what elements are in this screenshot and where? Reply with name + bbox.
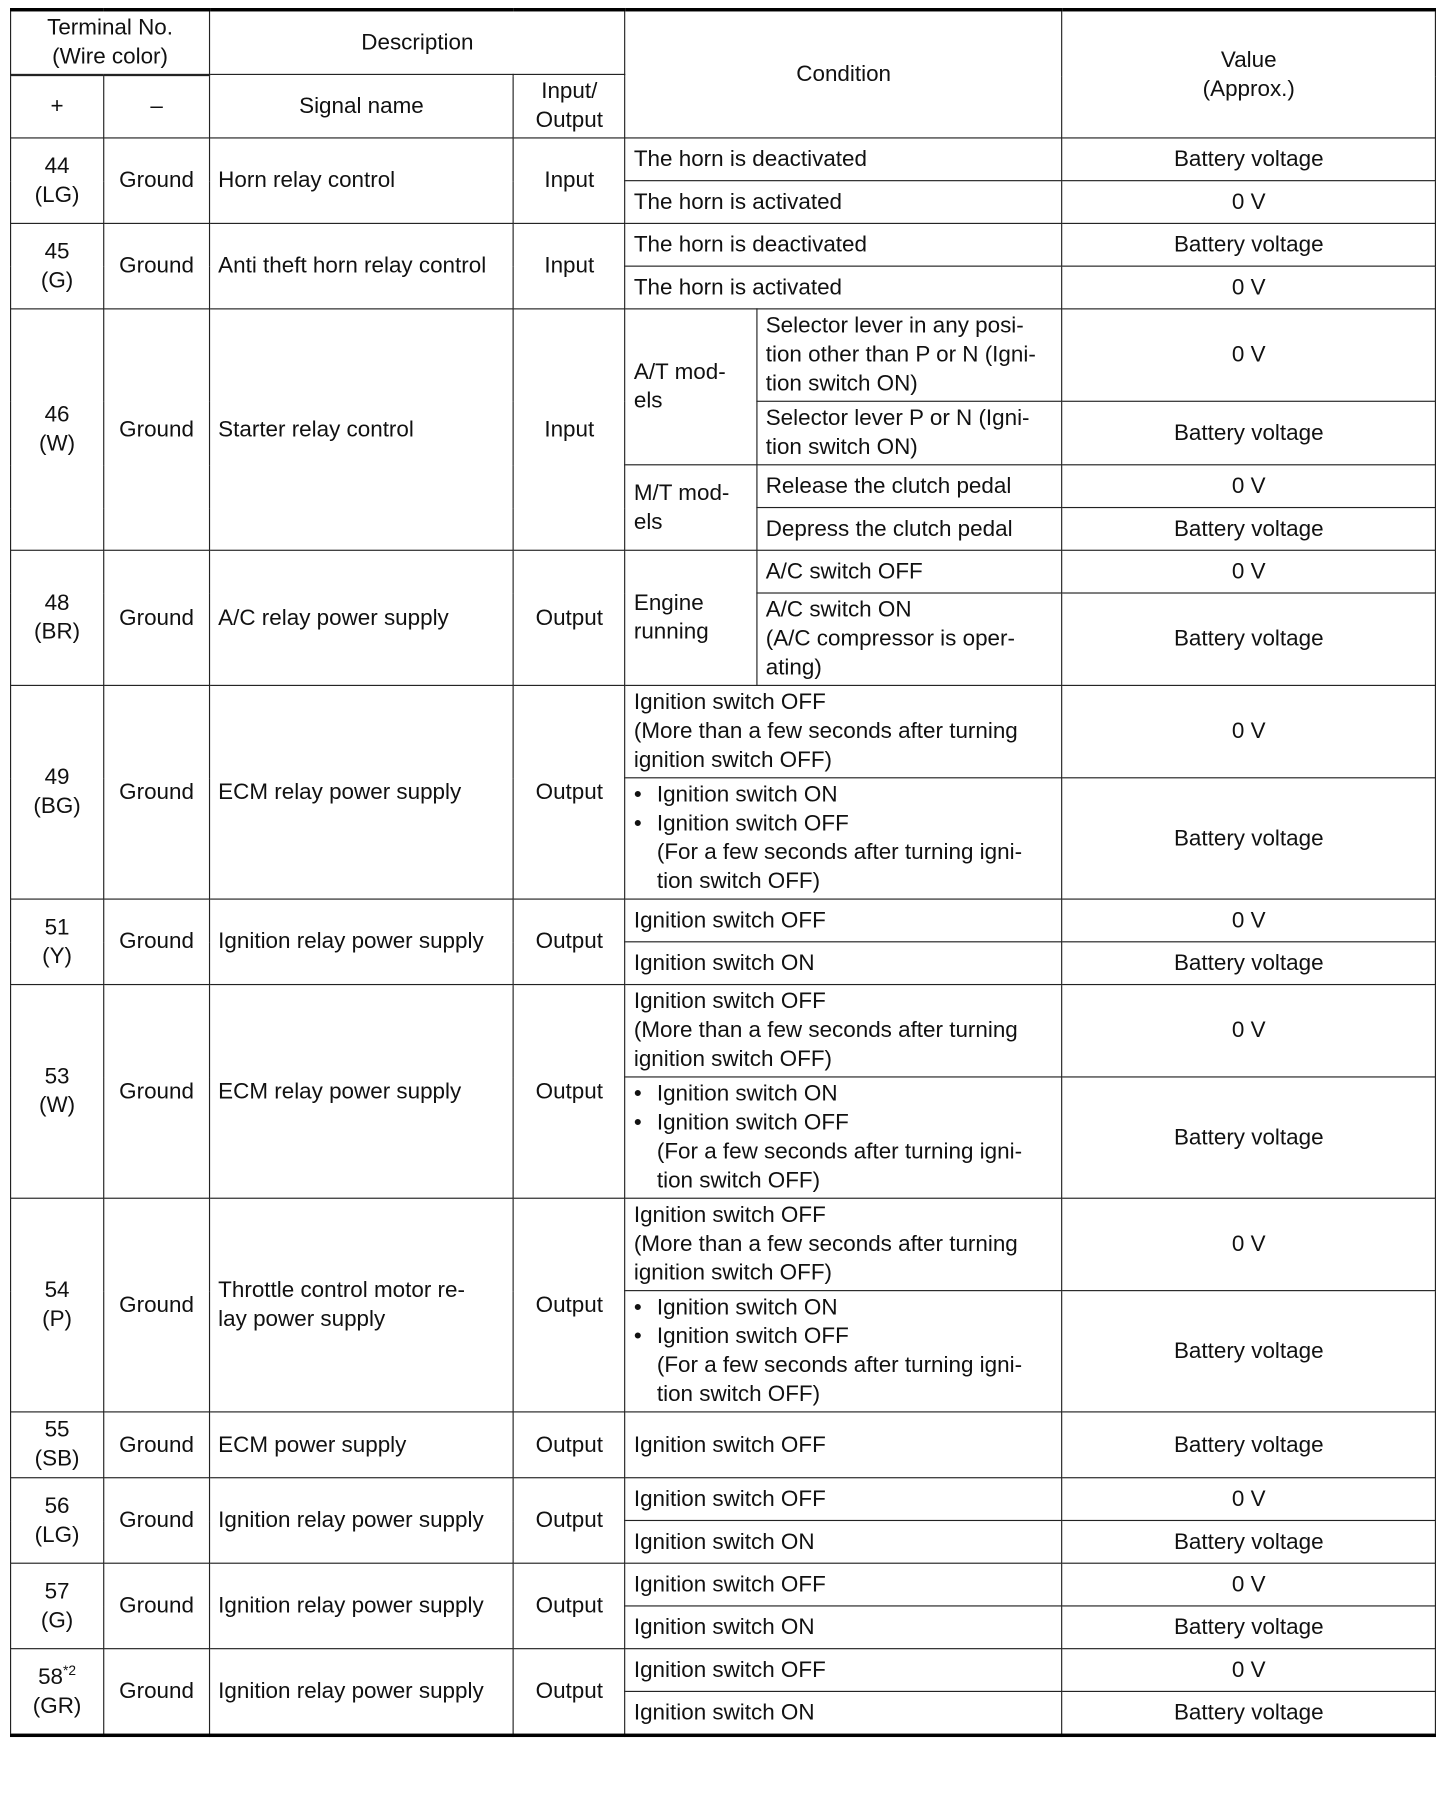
io-cell: Output bbox=[513, 985, 625, 1199]
terminal-number: 54 (P) bbox=[11, 1198, 104, 1412]
condition-cell: Selector lever P or N (Igni- tion switch ON) bbox=[757, 401, 1062, 465]
value-cell: Battery voltage bbox=[1062, 1520, 1435, 1563]
table-row bbox=[11, 138, 1436, 181]
ground-cell: Ground bbox=[104, 1649, 210, 1736]
table-row bbox=[11, 1412, 1436, 1478]
condition-cell: Depress the clutch pedal bbox=[757, 508, 1062, 551]
value-cell: 0 V bbox=[1062, 465, 1435, 508]
condition-cell: Ignition switch OFF (More than a few seconds after turning ignition switch OFF) bbox=[625, 1198, 1062, 1290]
document-page bbox=[10, 8, 1438, 1725]
terminal-number: 56 (LG) bbox=[11, 1478, 104, 1563]
condition-cell: The horn is activated bbox=[625, 266, 1062, 309]
table-row bbox=[11, 1649, 1436, 1692]
io-cell: Output bbox=[513, 1412, 625, 1478]
terminal-number: 46 (W) bbox=[11, 309, 104, 550]
terminal-number: 58$^{*2}$ (GR) bbox=[11, 1649, 104, 1736]
ground-cell: Ground bbox=[104, 1412, 210, 1478]
terminal-number: 53 (W) bbox=[11, 985, 104, 1199]
condition-cell: A/C switch ON (A/C compressor is oper- ating) bbox=[757, 593, 1062, 685]
value-cell: 0 V bbox=[1062, 1478, 1435, 1521]
at-models-cell: A/T mod- els bbox=[625, 309, 757, 465]
signal-name: Ignition relay power supply bbox=[210, 1649, 514, 1736]
ground-cell: Ground bbox=[104, 685, 210, 899]
terminal-number: 44 (LG) bbox=[11, 138, 104, 223]
table-row bbox=[11, 550, 1436, 593]
ground-cell: Ground bbox=[104, 1478, 210, 1563]
ground-cell: Ground bbox=[104, 899, 210, 984]
value-cell: Battery voltage bbox=[1062, 401, 1435, 465]
condition-cell: The horn is deactivated bbox=[625, 223, 1062, 266]
value-cell: Battery voltage bbox=[1062, 1606, 1435, 1649]
terminal-number: 51 (Y) bbox=[11, 899, 104, 984]
signal-name: A/C relay power supply bbox=[210, 550, 514, 685]
io-cell: Input bbox=[513, 223, 625, 308]
table-row bbox=[11, 685, 1436, 777]
signal-name: Ignition relay power supply bbox=[210, 1478, 514, 1563]
io-cell: Input bbox=[513, 309, 625, 550]
value-cell: Battery voltage bbox=[1062, 1691, 1435, 1735]
io-cell: Output bbox=[513, 685, 625, 899]
engine-running-cell: Engine running bbox=[625, 550, 757, 685]
value-cell: 0 V bbox=[1062, 985, 1435, 1077]
signal-name: ECM relay power supply bbox=[210, 685, 514, 899]
table-row bbox=[11, 1198, 1436, 1290]
value-cell: Battery voltage bbox=[1062, 223, 1435, 266]
ground-cell: Ground bbox=[104, 1198, 210, 1412]
condition-cell: Selector lever in any posi- tion other than P or N (Igni- tion switch ON) bbox=[757, 309, 1062, 401]
value-cell: 0 V bbox=[1062, 309, 1435, 401]
io-cell: Output bbox=[513, 550, 625, 685]
footnote-marker: *2 bbox=[63, 1661, 77, 1679]
ground-cell: Ground bbox=[104, 1563, 210, 1648]
condition-cell: Ignition switch OFF (More than a few seconds after turning ignition switch OFF) bbox=[625, 985, 1062, 1077]
condition-cell: • Ignition switch ON • Ignition switch OFF (For a few seconds after turning igni- tion switch OFF) bbox=[625, 1291, 1062, 1412]
terminal-number: 55 (SB) bbox=[11, 1412, 104, 1478]
condition-cell: Ignition switch ON bbox=[625, 1520, 1062, 1563]
ground-cell: Ground bbox=[104, 223, 210, 308]
condition-cell: Ignition switch OFF bbox=[625, 1412, 1062, 1478]
header-row-1 bbox=[11, 10, 1436, 75]
ground-cell: Ground bbox=[104, 985, 210, 1199]
value-cell: Battery voltage bbox=[1062, 1412, 1435, 1478]
value-cell: 0 V bbox=[1062, 899, 1435, 942]
io-cell: Output bbox=[513, 1563, 625, 1648]
mt-models-cell: M/T mod- els bbox=[625, 465, 757, 550]
signal-name: Starter relay control bbox=[210, 309, 514, 550]
signal-name: ECM power supply bbox=[210, 1412, 514, 1478]
io-cell: Input bbox=[513, 138, 625, 223]
signal-name: Anti theft horn relay control bbox=[210, 223, 514, 308]
table-row bbox=[11, 985, 1436, 1077]
signal-name: Ignition relay power supply bbox=[210, 1563, 514, 1648]
condition-cell: • Ignition switch ON • Ignition switch OFF (For a few seconds after turning igni- tion switch OFF) bbox=[625, 1077, 1062, 1198]
terminal-number: 49 (BG) bbox=[11, 685, 104, 899]
signal-name: Ignition relay power supply bbox=[210, 899, 514, 984]
io-header: Input/ Output bbox=[513, 74, 625, 138]
table-row bbox=[11, 899, 1436, 942]
table-row bbox=[11, 309, 1436, 401]
condition-cell: Ignition switch OFF (More than a few seconds after turning ignition switch OFF) bbox=[625, 685, 1062, 777]
condition-cell: Ignition switch ON bbox=[625, 942, 1062, 985]
condition-cell: Release the clutch pedal bbox=[757, 465, 1062, 508]
ground-cell: Ground bbox=[104, 138, 210, 223]
condition-header: Condition bbox=[625, 10, 1062, 138]
signal-name: Horn relay control bbox=[210, 138, 514, 223]
io-cell: Output bbox=[513, 1478, 625, 1563]
condition-cell: Ignition switch ON bbox=[625, 1606, 1062, 1649]
value-cell: 0 V bbox=[1062, 1563, 1435, 1606]
value-cell: Battery voltage bbox=[1062, 138, 1435, 181]
value-cell: 0 V bbox=[1062, 550, 1435, 593]
signal-name: ECM relay power supply bbox=[210, 985, 514, 1199]
condition-cell: A/C switch OFF bbox=[757, 550, 1062, 593]
terminal-header: Terminal No. (Wire color) bbox=[11, 10, 210, 75]
condition-cell: Ignition switch OFF bbox=[625, 1478, 1062, 1521]
value-cell: Battery voltage bbox=[1062, 778, 1435, 899]
terminal-number: 48 (BR) bbox=[11, 550, 104, 685]
description-header: Description bbox=[210, 10, 626, 75]
io-cell: Output bbox=[513, 1649, 625, 1736]
table-row bbox=[11, 1478, 1436, 1521]
io-cell: Output bbox=[513, 899, 625, 984]
value-cell: Battery voltage bbox=[1062, 942, 1435, 985]
value-cell: 0 V bbox=[1062, 266, 1435, 309]
value-cell: Battery voltage bbox=[1062, 1077, 1435, 1198]
condition-cell: The horn is deactivated bbox=[625, 138, 1062, 181]
ground-cell: Ground bbox=[104, 309, 210, 550]
terminal-number: 45 (G) bbox=[11, 223, 104, 308]
value-cell: 0 V bbox=[1062, 685, 1435, 777]
value-cell: 0 V bbox=[1062, 1649, 1435, 1692]
plus-header: + bbox=[11, 76, 104, 138]
value-header: Value (Approx.) bbox=[1062, 10, 1435, 138]
condition-cell: Ignition switch OFF bbox=[625, 1563, 1062, 1606]
condition-cell: Ignition switch OFF bbox=[625, 899, 1062, 942]
value-cell: 0 V bbox=[1062, 181, 1435, 224]
signal-name-header: Signal name bbox=[210, 74, 514, 138]
minus-header: – bbox=[104, 76, 210, 138]
table-row bbox=[11, 223, 1436, 266]
value-cell: Battery voltage bbox=[1062, 593, 1435, 685]
signal-name: Throttle control motor re- lay power supply bbox=[210, 1198, 514, 1412]
ground-cell: Ground bbox=[104, 550, 210, 685]
value-cell: 0 V bbox=[1062, 1198, 1435, 1290]
table-row bbox=[11, 1563, 1436, 1606]
value-cell: Battery voltage bbox=[1062, 508, 1435, 551]
io-cell: Output bbox=[513, 1198, 625, 1412]
condition-cell: • Ignition switch ON • Ignition switch OFF (For a few seconds after turning igni- tion switch OFF) bbox=[625, 778, 1062, 899]
condition-cell: Ignition switch OFF bbox=[625, 1649, 1062, 1692]
condition-cell: The horn is activated bbox=[625, 181, 1062, 224]
condition-cell: Ignition switch ON bbox=[625, 1691, 1062, 1735]
ecm-terminal-table bbox=[10, 8, 1436, 1737]
terminal-number: 57 (G) bbox=[11, 1563, 104, 1648]
value-cell: Battery voltage bbox=[1062, 1291, 1435, 1412]
